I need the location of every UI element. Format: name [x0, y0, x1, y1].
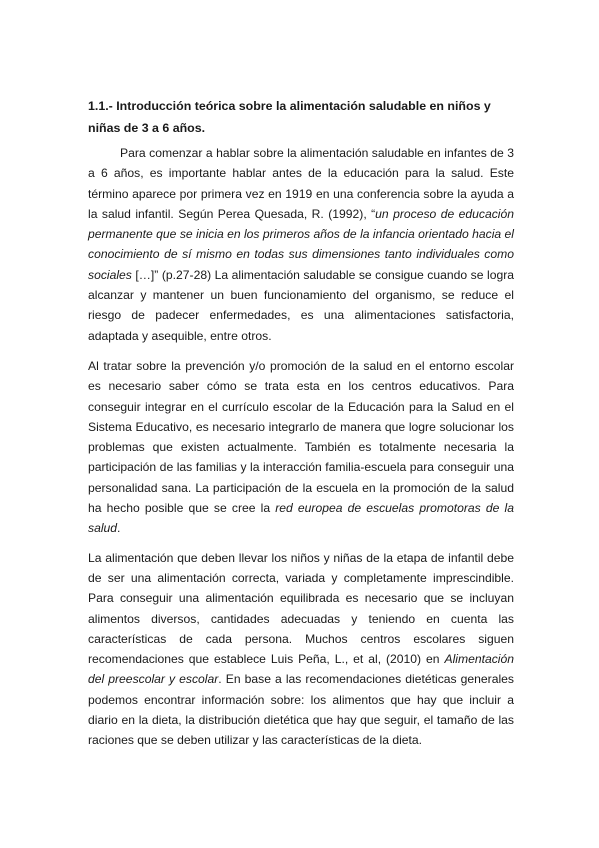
- paragraph-nutrition-text-2: . En base a las recomendaciones dietéticas generales podemos encontrar información sobre: los alimentos que hay que incluir a diario en la dieta, la distribución dietética que hay que seguir, el tamaño de las raciones que se deben utilizar y las características de la dieta.: [88, 672, 514, 748]
- paragraph-nutrition: [88, 548, 514, 751]
- paragraph-prevention-emphasis: red europea de escuelas promotoras de la salud: [88, 501, 514, 536]
- paragraph-nutrition-emphasis: Alimentación del preescolar y escolar: [88, 652, 514, 687]
- paragraph-prevention: [88, 356, 514, 539]
- paragraph-intro-text-1: Para comenzar a hablar sobre la alimentación saludable en infantes de 3 a 6 años, es importante hablar antes de la educación para la salud. Este término aparece por primera vez en 1919 en una conferencia sobre la ayuda a la salud infantil. Según Perea Quesada, R. (1992), “: [88, 146, 514, 221]
- paragraph-prevention-text-1: Al tratar sobre la prevención y/o promoción de la salud en el entorno escolar es necesario saber cómo se trata esta en los centros educativos. Para conseguir integrar en el currículo escolar de la Educación para la Salud en el Sistema Educativo, es necesario integrarlo de manera que logre solucionar los problemas que existen actualmente. También es totalmente necesaria la participación de las familias y la interacción familia-escuela para conseguir una personalidad sana. La participación de la escuela en la promoción de la salud ha hecho posible que se cree la: [88, 358, 514, 516]
- section-heading: 1.1.- Introducción teórica sobre la alimentación saludable en niños y niñas de 3 a 6 años.: [88, 99, 491, 135]
- paragraph-intro-text-2: […]” (p.27-28) La alimentación saludable se consigue cuando se logra alcanzar y mantener un buen funcionamiento del organismo, se reduce el riesgo de padecer enfermedades, es una alimentaciones satisfactoria, adaptada y asequible, entre otros.: [88, 267, 514, 343]
- page-content: [88, 95, 514, 760]
- paragraph-nutrition-text-1: La alimentación que deben llevar los niños y niñas de la etapa de infantil debe de ser una alimentación correcta, variada y completamente imprescindible. Para conseguir una alimentación equilibrada es necesario que se incluyan alimentos diversos, cantidades adecuadas y teniendo en cuenta las características de cada persona. Muchos centros escolares siguen recomendaciones que establece Luis Peña, L., et al, (2010) en: [88, 550, 514, 667]
- paragraph-intro: [88, 143, 514, 346]
- paragraph-intro-quote: un proceso de educación permanente que se inicia en los primeros años de la infancia orientado hacia el conocimiento de sí mismo en todas sus dimensiones tanto individuales como sociales: [88, 206, 515, 282]
- paragraph-prevention-text-2: .: [117, 521, 121, 536]
